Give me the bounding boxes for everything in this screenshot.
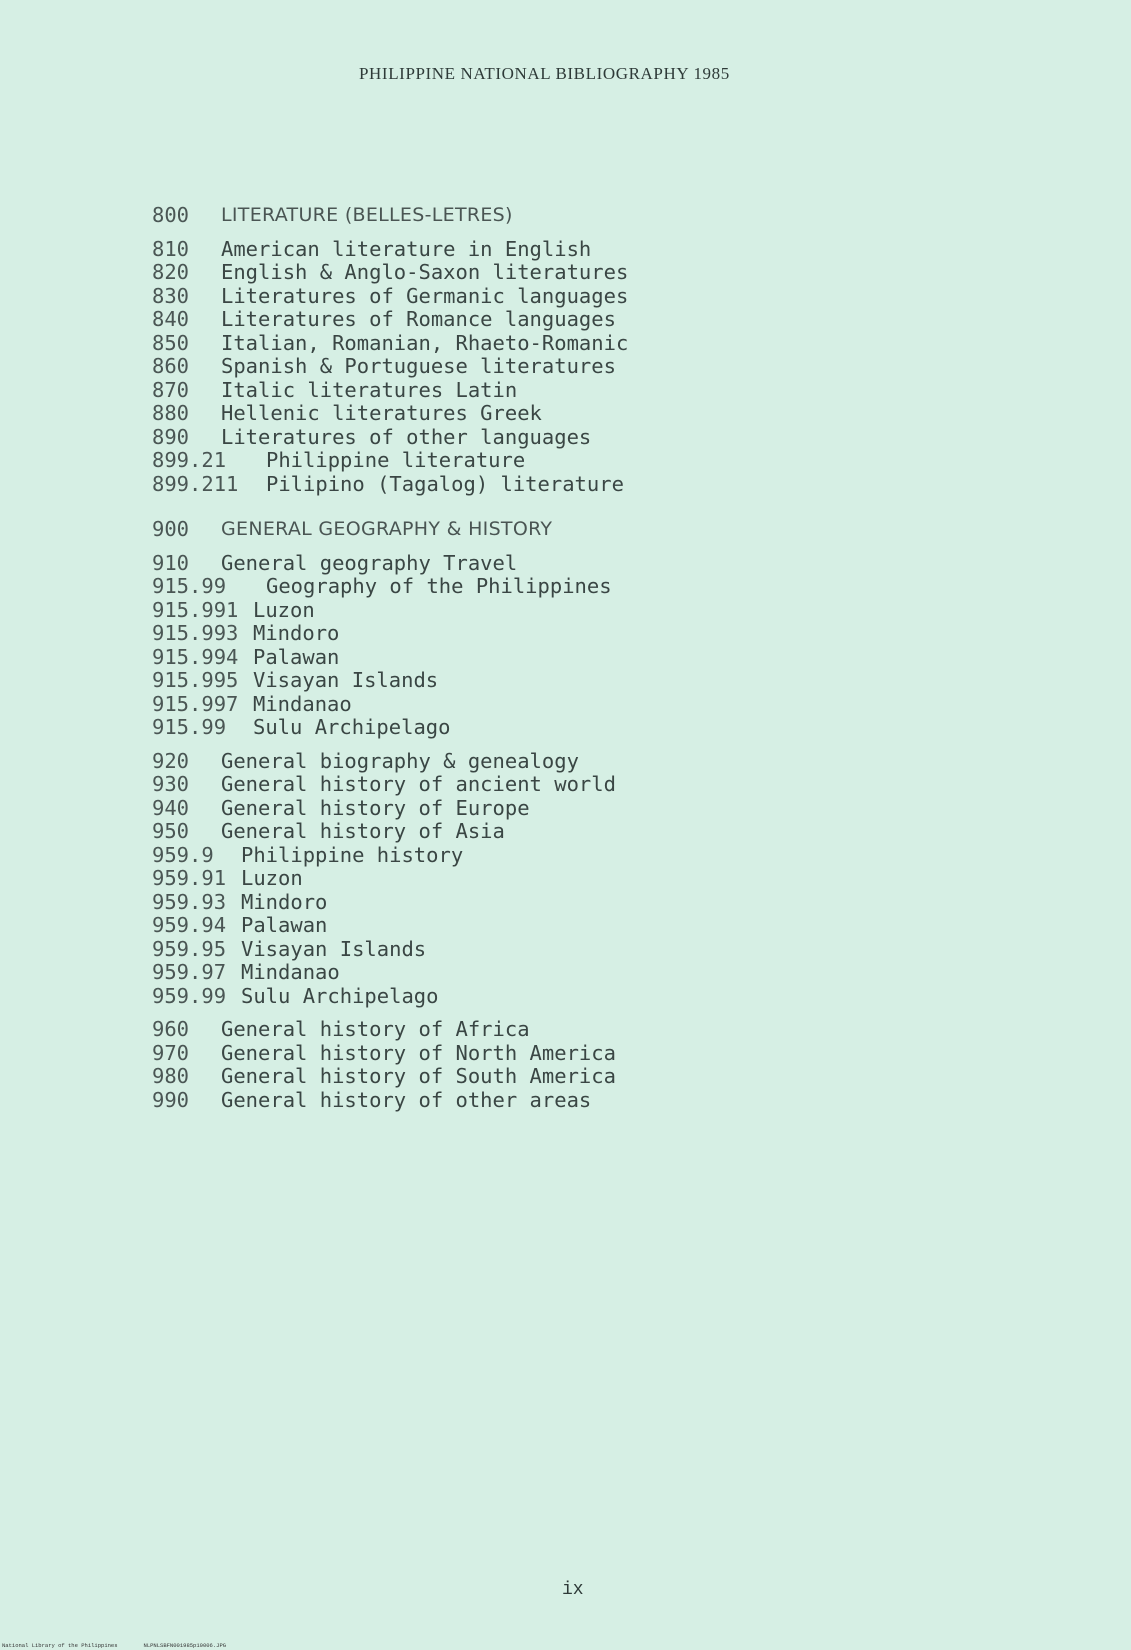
class-label: General history of ancient world <box>221 772 616 796</box>
class-number: 880 <box>152 401 190 425</box>
class-number: 990 <box>152 1087 190 1112</box>
class-label: English & Anglo-Saxon literatures <box>221 260 629 284</box>
class-number: 800 <box>152 203 190 227</box>
class-entry <box>152 355 852 379</box>
page-header: PHILIPPINE NATIONAL BIBLIOGRAPHY 1985 <box>359 64 730 83</box>
class-number: 870 <box>152 377 190 402</box>
class-number: 980 <box>152 1064 190 1088</box>
class-label: Visayan Islands <box>241 936 427 961</box>
class-number: 915.994 <box>152 644 239 669</box>
class-entry <box>152 332 852 356</box>
class-label: American literature in English <box>221 236 592 261</box>
class-label: Italian, Romanian, Rhaeto-Romanic <box>221 330 629 355</box>
section-heading <box>152 518 852 542</box>
class-number: 850 <box>152 330 190 355</box>
class-label: General history of other areas <box>221 1087 592 1112</box>
class-number: 840 <box>152 307 190 331</box>
section-heading <box>152 204 852 228</box>
class-label: LITERATURE (BELLES-LETRES) <box>221 204 513 226</box>
class-number: 820 <box>152 260 190 284</box>
class-number: 860 <box>152 354 190 378</box>
class-entry <box>152 938 852 962</box>
class-entry <box>152 716 852 740</box>
footer-library: National Library of the Philippines <box>2 1642 118 1649</box>
class-label: General history of North America <box>221 1040 616 1065</box>
class-entry <box>152 693 852 717</box>
class-label: General history of Africa <box>221 1017 530 1041</box>
class-label: General history of South America <box>221 1064 616 1088</box>
class-label: Mindoro <box>241 889 328 914</box>
class-entry <box>152 261 852 285</box>
class-label: Luzon <box>253 597 315 622</box>
class-label: Sulu Archipelago <box>253 715 451 739</box>
class-number: 959.94 <box>152 913 227 937</box>
class-label: Literatures of other languages <box>221 424 592 449</box>
class-entry <box>152 773 852 797</box>
class-entry <box>152 797 852 821</box>
class-number: 960 <box>152 1017 190 1041</box>
class-number: 899.21 <box>152 448 227 472</box>
class-label: Geography of the Philippines <box>266 574 612 598</box>
class-label: Mindoro <box>253 621 340 645</box>
class-label: General history of Europe <box>221 795 530 820</box>
class-number: 959.9 <box>152 842 214 867</box>
class-number: 915.995 <box>152 668 239 692</box>
class-number: 959.93 <box>152 889 227 914</box>
class-label: Italic literatures Latin <box>221 377 518 402</box>
class-label: Literatures of Germanic languages <box>221 283 629 308</box>
class-entry <box>152 622 852 646</box>
class-number: 930 <box>152 772 190 796</box>
class-number: 950 <box>152 819 190 843</box>
class-number: 810 <box>152 236 190 261</box>
class-label: General history of Asia <box>221 819 505 843</box>
class-number: 910 <box>152 550 190 575</box>
spacer <box>152 228 852 238</box>
class-entry <box>152 552 852 576</box>
classification-list <box>152 204 852 1112</box>
class-number: 959.91 <box>152 866 227 890</box>
class-label: Palawan <box>253 644 340 669</box>
class-number: 915.993 <box>152 621 239 645</box>
class-label: Sulu Archipelago <box>241 983 439 1008</box>
class-entry <box>152 285 852 309</box>
class-entry <box>152 669 852 693</box>
class-entry <box>152 891 852 915</box>
class-number: 900 <box>152 517 190 541</box>
class-entry <box>152 238 852 262</box>
class-number: 890 <box>152 424 190 449</box>
class-number: 830 <box>152 283 190 308</box>
class-number: 940 <box>152 795 190 820</box>
class-entry <box>152 961 852 985</box>
class-entry <box>152 646 852 670</box>
class-entry <box>152 1089 852 1113</box>
class-label: General geography Travel <box>221 550 518 575</box>
class-number: 959.97 <box>152 960 227 984</box>
spacer <box>152 496 852 518</box>
class-entry <box>152 308 852 332</box>
footer-file: NLPNLSBFN001985p10006.JPG <box>143 1642 227 1649</box>
class-entry <box>152 820 852 844</box>
class-label: Visayan Islands <box>253 668 439 692</box>
class-label: Spanish & Portuguese literatures <box>221 354 616 378</box>
class-entry <box>152 1018 852 1042</box>
class-number: 915.997 <box>152 691 239 716</box>
class-entry <box>152 985 852 1009</box>
class-label: Pilipino (Tagalog) literature <box>266 471 624 496</box>
spacer <box>152 740 852 750</box>
scan-footer <box>2 1642 226 1649</box>
class-entry <box>152 449 852 473</box>
class-entry <box>152 1065 852 1089</box>
class-entry <box>152 575 852 599</box>
class-number: 959.95 <box>152 936 227 961</box>
spacer <box>152 542 852 552</box>
class-label: GENERAL GEOGRAPHY & HISTORY <box>221 518 553 540</box>
page-number: ix <box>562 1580 584 1600</box>
class-label: Palawan <box>241 913 328 937</box>
class-label: Mindanao <box>253 691 352 716</box>
class-number: 920 <box>152 748 190 773</box>
class-label: General biography & genealogy <box>221 748 579 773</box>
class-entry <box>152 844 852 868</box>
class-label: Literatures of Romance languages <box>221 307 616 331</box>
class-number: 970 <box>152 1040 190 1065</box>
class-entry <box>152 1042 852 1066</box>
class-entry <box>152 426 852 450</box>
class-entry <box>152 914 852 938</box>
class-number: 915.99 <box>152 715 227 739</box>
class-number: 915.99 <box>152 574 227 598</box>
class-label: Luzon <box>241 866 303 890</box>
class-entry <box>152 402 852 426</box>
class-entry <box>152 473 852 497</box>
class-number: 915.991 <box>152 597 239 622</box>
class-label: Philippine history <box>241 842 464 867</box>
class-label: Philippine literature <box>266 448 526 472</box>
class-entry <box>152 750 852 774</box>
class-number: 959.99 <box>152 983 227 1008</box>
class-entry <box>152 379 852 403</box>
class-entry <box>152 599 852 623</box>
class-label: Hellenic literatures Greek <box>221 401 542 425</box>
class-entry <box>152 867 852 891</box>
class-number: 899.211 <box>152 471 239 496</box>
class-label: Mindanao <box>241 960 340 984</box>
